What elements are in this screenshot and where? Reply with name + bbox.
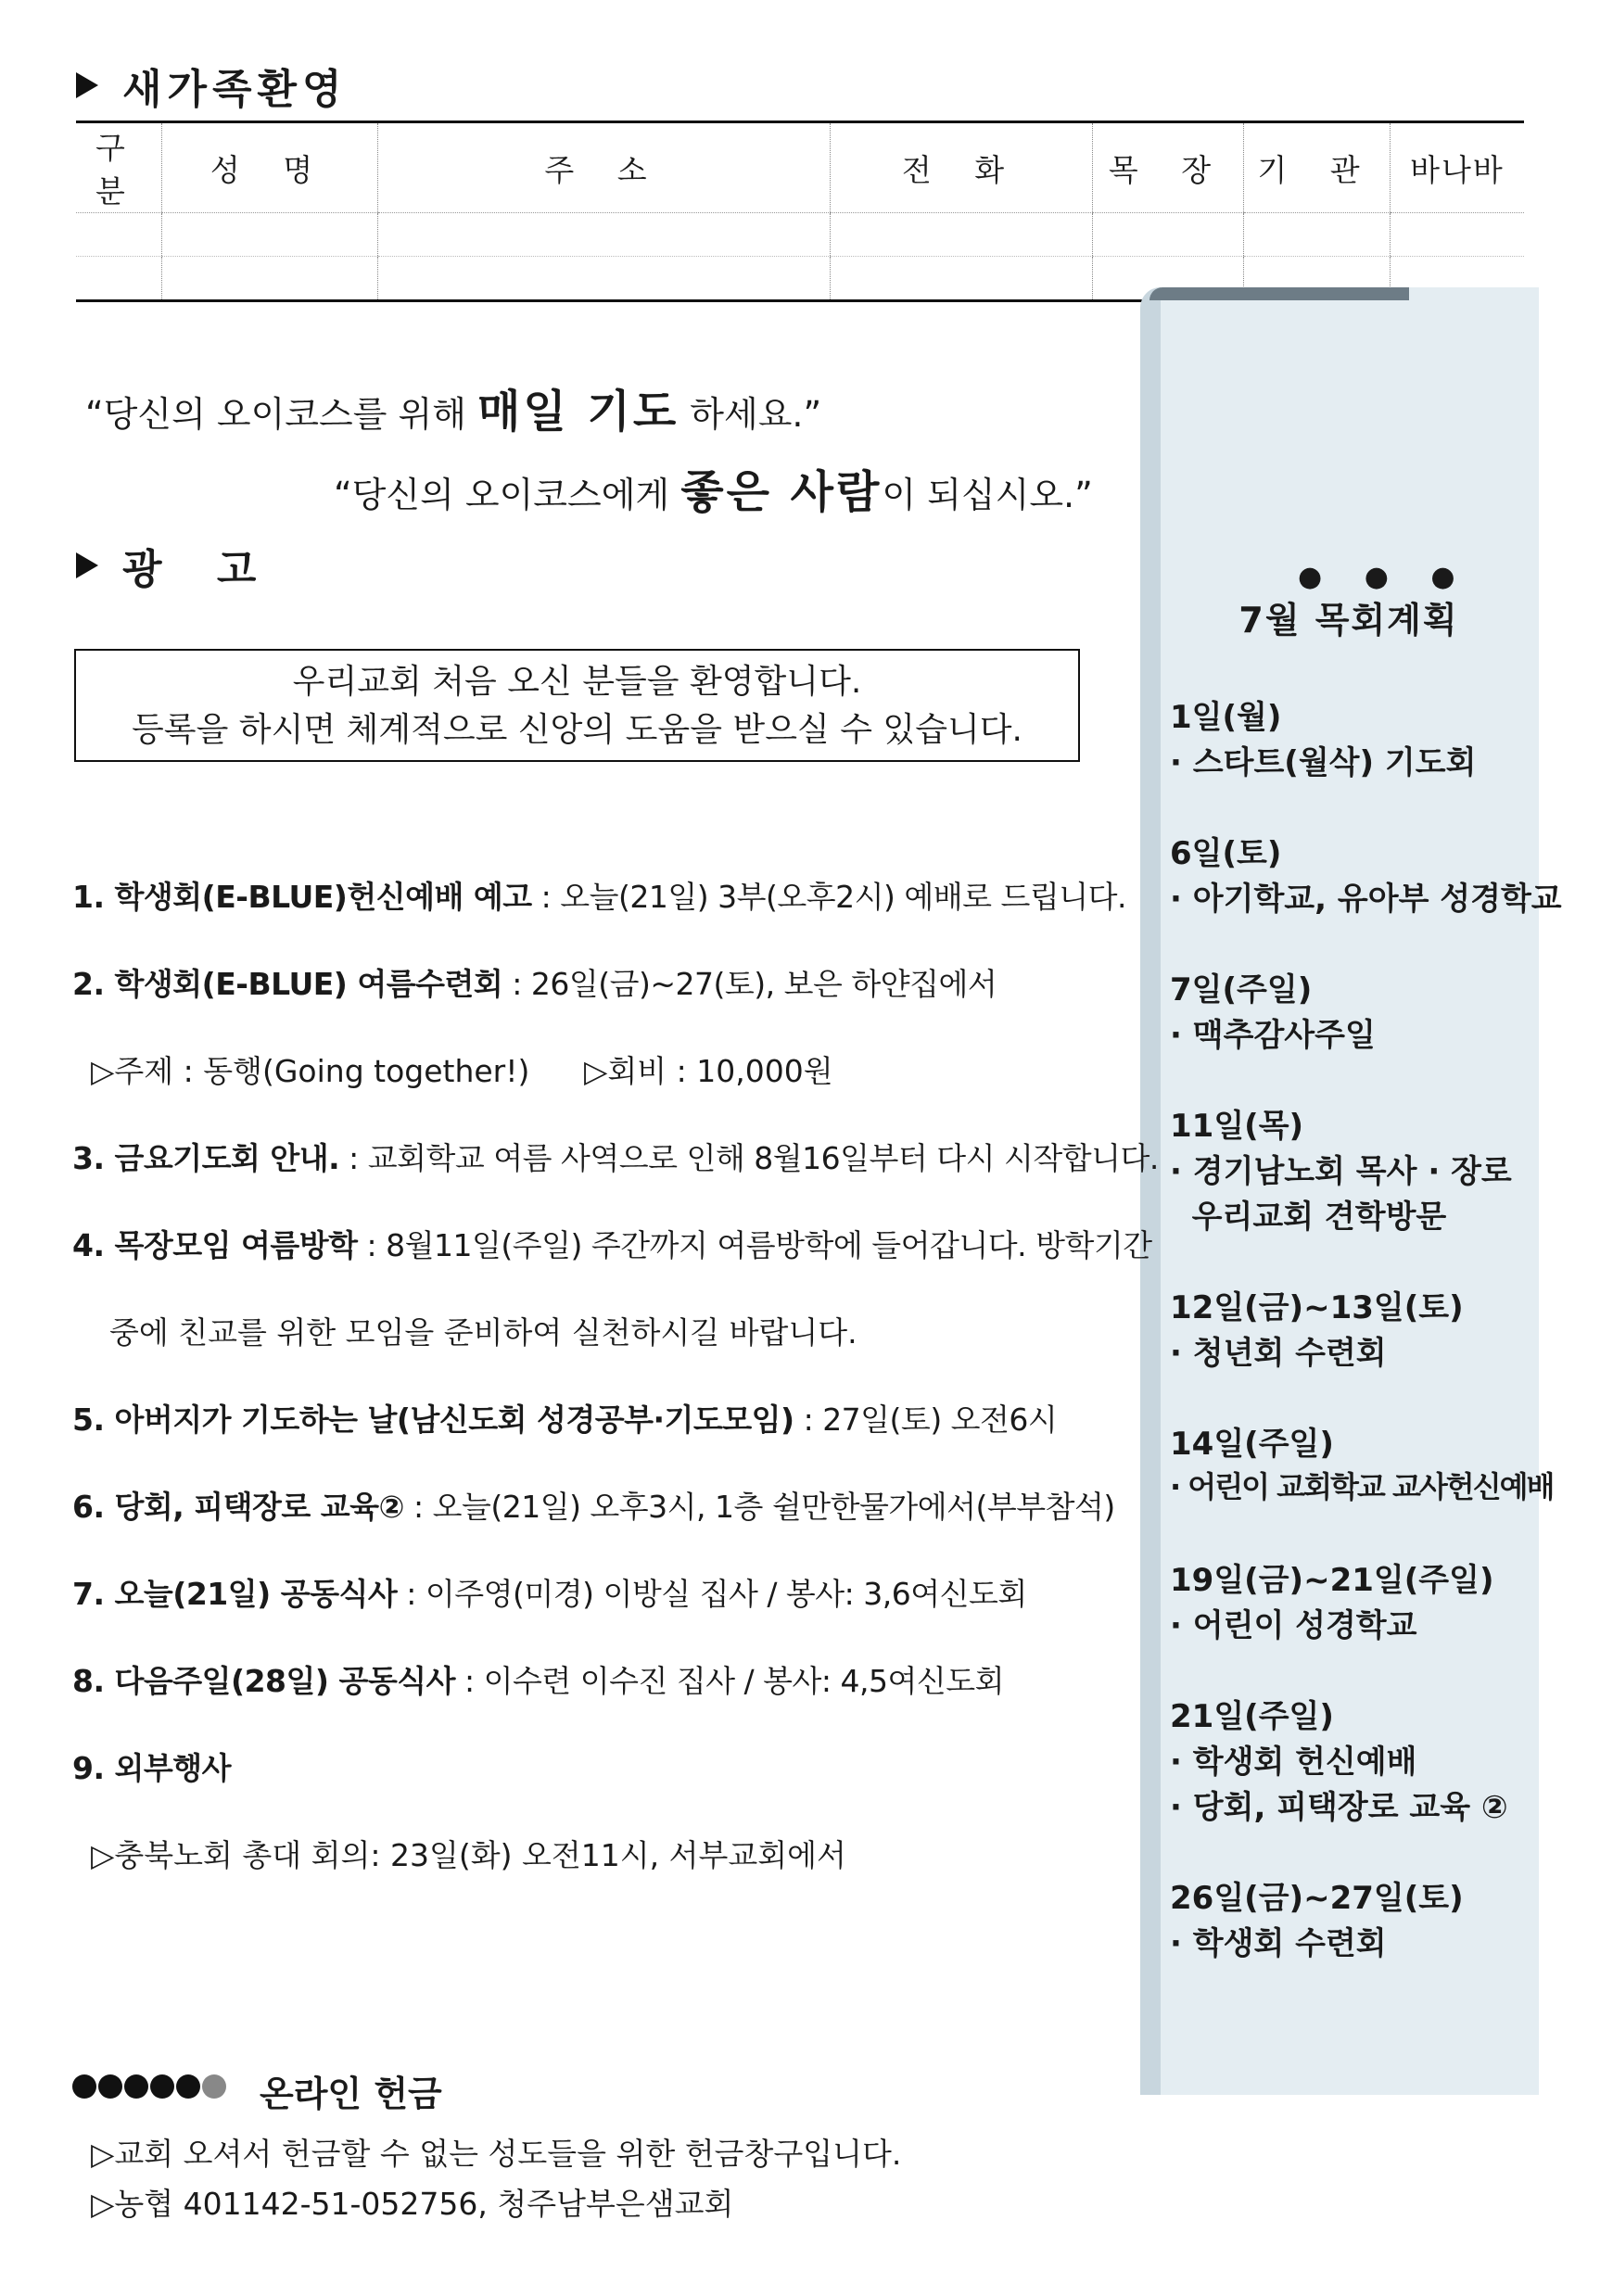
schedule-event: · 당회, 피택장로 교육 ②	[1170, 1789, 1508, 1826]
schedule-event: · 아기학교, 유아부 성경학교	[1170, 881, 1562, 918]
welcome-line-1: 우리교회 처음 오신 분들을 환영합니다.	[292, 663, 862, 701]
col-cell-group: 목 장	[1093, 123, 1244, 213]
item4-continued: 중에 친교를 위한 모임을 준비하여 실천하시길 바랍니다.	[109, 1314, 857, 1351]
schedule-date: 19일(금)~21일(주일)	[1170, 1562, 1494, 1599]
schedule-date: 7일(주일)	[1170, 971, 1313, 1008]
schedule-event: · 학생회 헌신예배	[1170, 1744, 1417, 1781]
schedule-event: · 스타트(월삭) 기도회	[1170, 744, 1477, 781]
col-address: 주 소	[378, 123, 831, 213]
ads-title: 광 고	[122, 546, 277, 593]
item2-fee: ▷회비 : 10,000원	[584, 1053, 833, 1089]
sidebar-edge	[1140, 287, 1161, 2095]
announcement-item: 8. 다음주일(28일) 공동식사 : 이수련 이수진 집사 / 봉사: 4,5여신도회	[72, 1663, 1005, 1699]
schedule-dots-icon: ● ● ●	[1298, 561, 1472, 593]
new-family-table	[76, 121, 1524, 302]
schedule-date: 14일(주일)	[1170, 1426, 1334, 1463]
online-dots-icon	[72, 2074, 226, 2099]
quote-1: “당신의 오이코스를 위해 매일 기도 하세요.”	[85, 386, 822, 438]
announcement-item: 3. 금요기도회 안내. : 교회학교 여름 사역으로 인해 8월16일부터 다시 시작합니다.	[72, 1140, 1159, 1176]
schedule-event: · 청년회 수련회	[1170, 1335, 1387, 1372]
announcement-item: 4. 목장모임 여름방학 : 8월11일(주일) 주간까지 여름방학에 들어갑니다. 방학기간	[72, 1227, 1152, 1263]
announcement-item: 6. 당회, 피택장로 교육② : 오늘(21일) 오후3시, 1층 쉴만한물가에서(부부참석)	[72, 1489, 1115, 1525]
ads-heading	[76, 536, 276, 595]
schedule-date: 21일(주일)	[1170, 1698, 1334, 1735]
table-header-row	[76, 123, 1524, 213]
announcement-item: 1. 학생회(E-BLUE)헌신예배 예고 : 오늘(21일) 3부(오후2시) 예배로 드립니다.	[72, 879, 1126, 915]
schedule-event: · 경기남노회 목사 · 장로	[1170, 1153, 1512, 1190]
new-family-title: 새가족환영	[122, 66, 348, 113]
schedule-date: 6일(토)	[1170, 835, 1282, 872]
announcement-item: 9. 외부행사	[72, 1750, 231, 1786]
schedule-title: 7월 목회계획	[1238, 600, 1459, 641]
schedule-date: 1일(월)	[1170, 699, 1282, 736]
schedule-event: · 맥추감사주일	[1170, 1017, 1376, 1054]
sidebar-top-bar	[1149, 287, 1409, 300]
item2-theme: ▷주제 : 동행(Going together!)	[91, 1053, 530, 1089]
triangle-bullet-icon	[76, 72, 98, 98]
online-line-2: ▷농협 401142-51-052756, 청주남부은샘교회	[91, 2186, 734, 2222]
schedule-event: · 어린이 교회학교 교사헌신예배	[1170, 1469, 1554, 1504]
schedule-date: 26일(금)~27일(토)	[1170, 1880, 1464, 1917]
schedule-date: 11일(목)	[1170, 1108, 1304, 1145]
col-name: 성 명	[162, 123, 378, 213]
announcement-item: 7. 오늘(21일) 공동식사 : 이주영(미경) 이방실 집사 / 봉사: 3,6여신도회	[72, 1576, 1027, 1612]
col-phone: 전 화	[831, 123, 1093, 213]
online-title: 온라인 헌금	[260, 2074, 442, 2114]
col-category: 구분	[76, 123, 162, 213]
schedule-date: 12일(금)~13일(토)	[1170, 1289, 1464, 1326]
triangle-bullet-icon	[76, 552, 98, 578]
schedule-event: · 어린이 성경학교	[1170, 1607, 1417, 1644]
schedule-event: · 학생회 수련회	[1170, 1925, 1387, 1962]
item9-sub: ▷충북노회 총대 회의: 23일(화) 오전11시, 서부교회에서	[91, 1837, 846, 1873]
announcement-item: 2. 학생회(E-BLUE) 여름수련회 : 26일(금)~27(토), 보은 하얀집에서	[72, 966, 997, 1002]
col-barnabas: 바나바	[1391, 123, 1525, 213]
welcome-line-2: 등록을 하시면 체계적으로 신앙의 도움을 받으실 수 있습니다.	[132, 711, 1022, 749]
welcome-box	[74, 649, 1080, 762]
announcement-item: 5. 아버지가 기도하는 날(남신도회 성경공부·기도모임) : 27일(토) 오전6시	[72, 1402, 1058, 1438]
quote-2: “당신의 오이코스에게 좋은 사람이 되십시오.”	[334, 466, 1093, 518]
col-organization: 기 관	[1244, 123, 1391, 213]
table-row	[76, 213, 1524, 257]
new-family-heading	[76, 56, 348, 115]
schedule-event: 우리교회 견학방문	[1170, 1199, 1447, 1236]
online-line-1: ▷교회 오셔서 헌금할 수 없는 성도들을 위한 헌금창구입니다.	[91, 2136, 902, 2172]
